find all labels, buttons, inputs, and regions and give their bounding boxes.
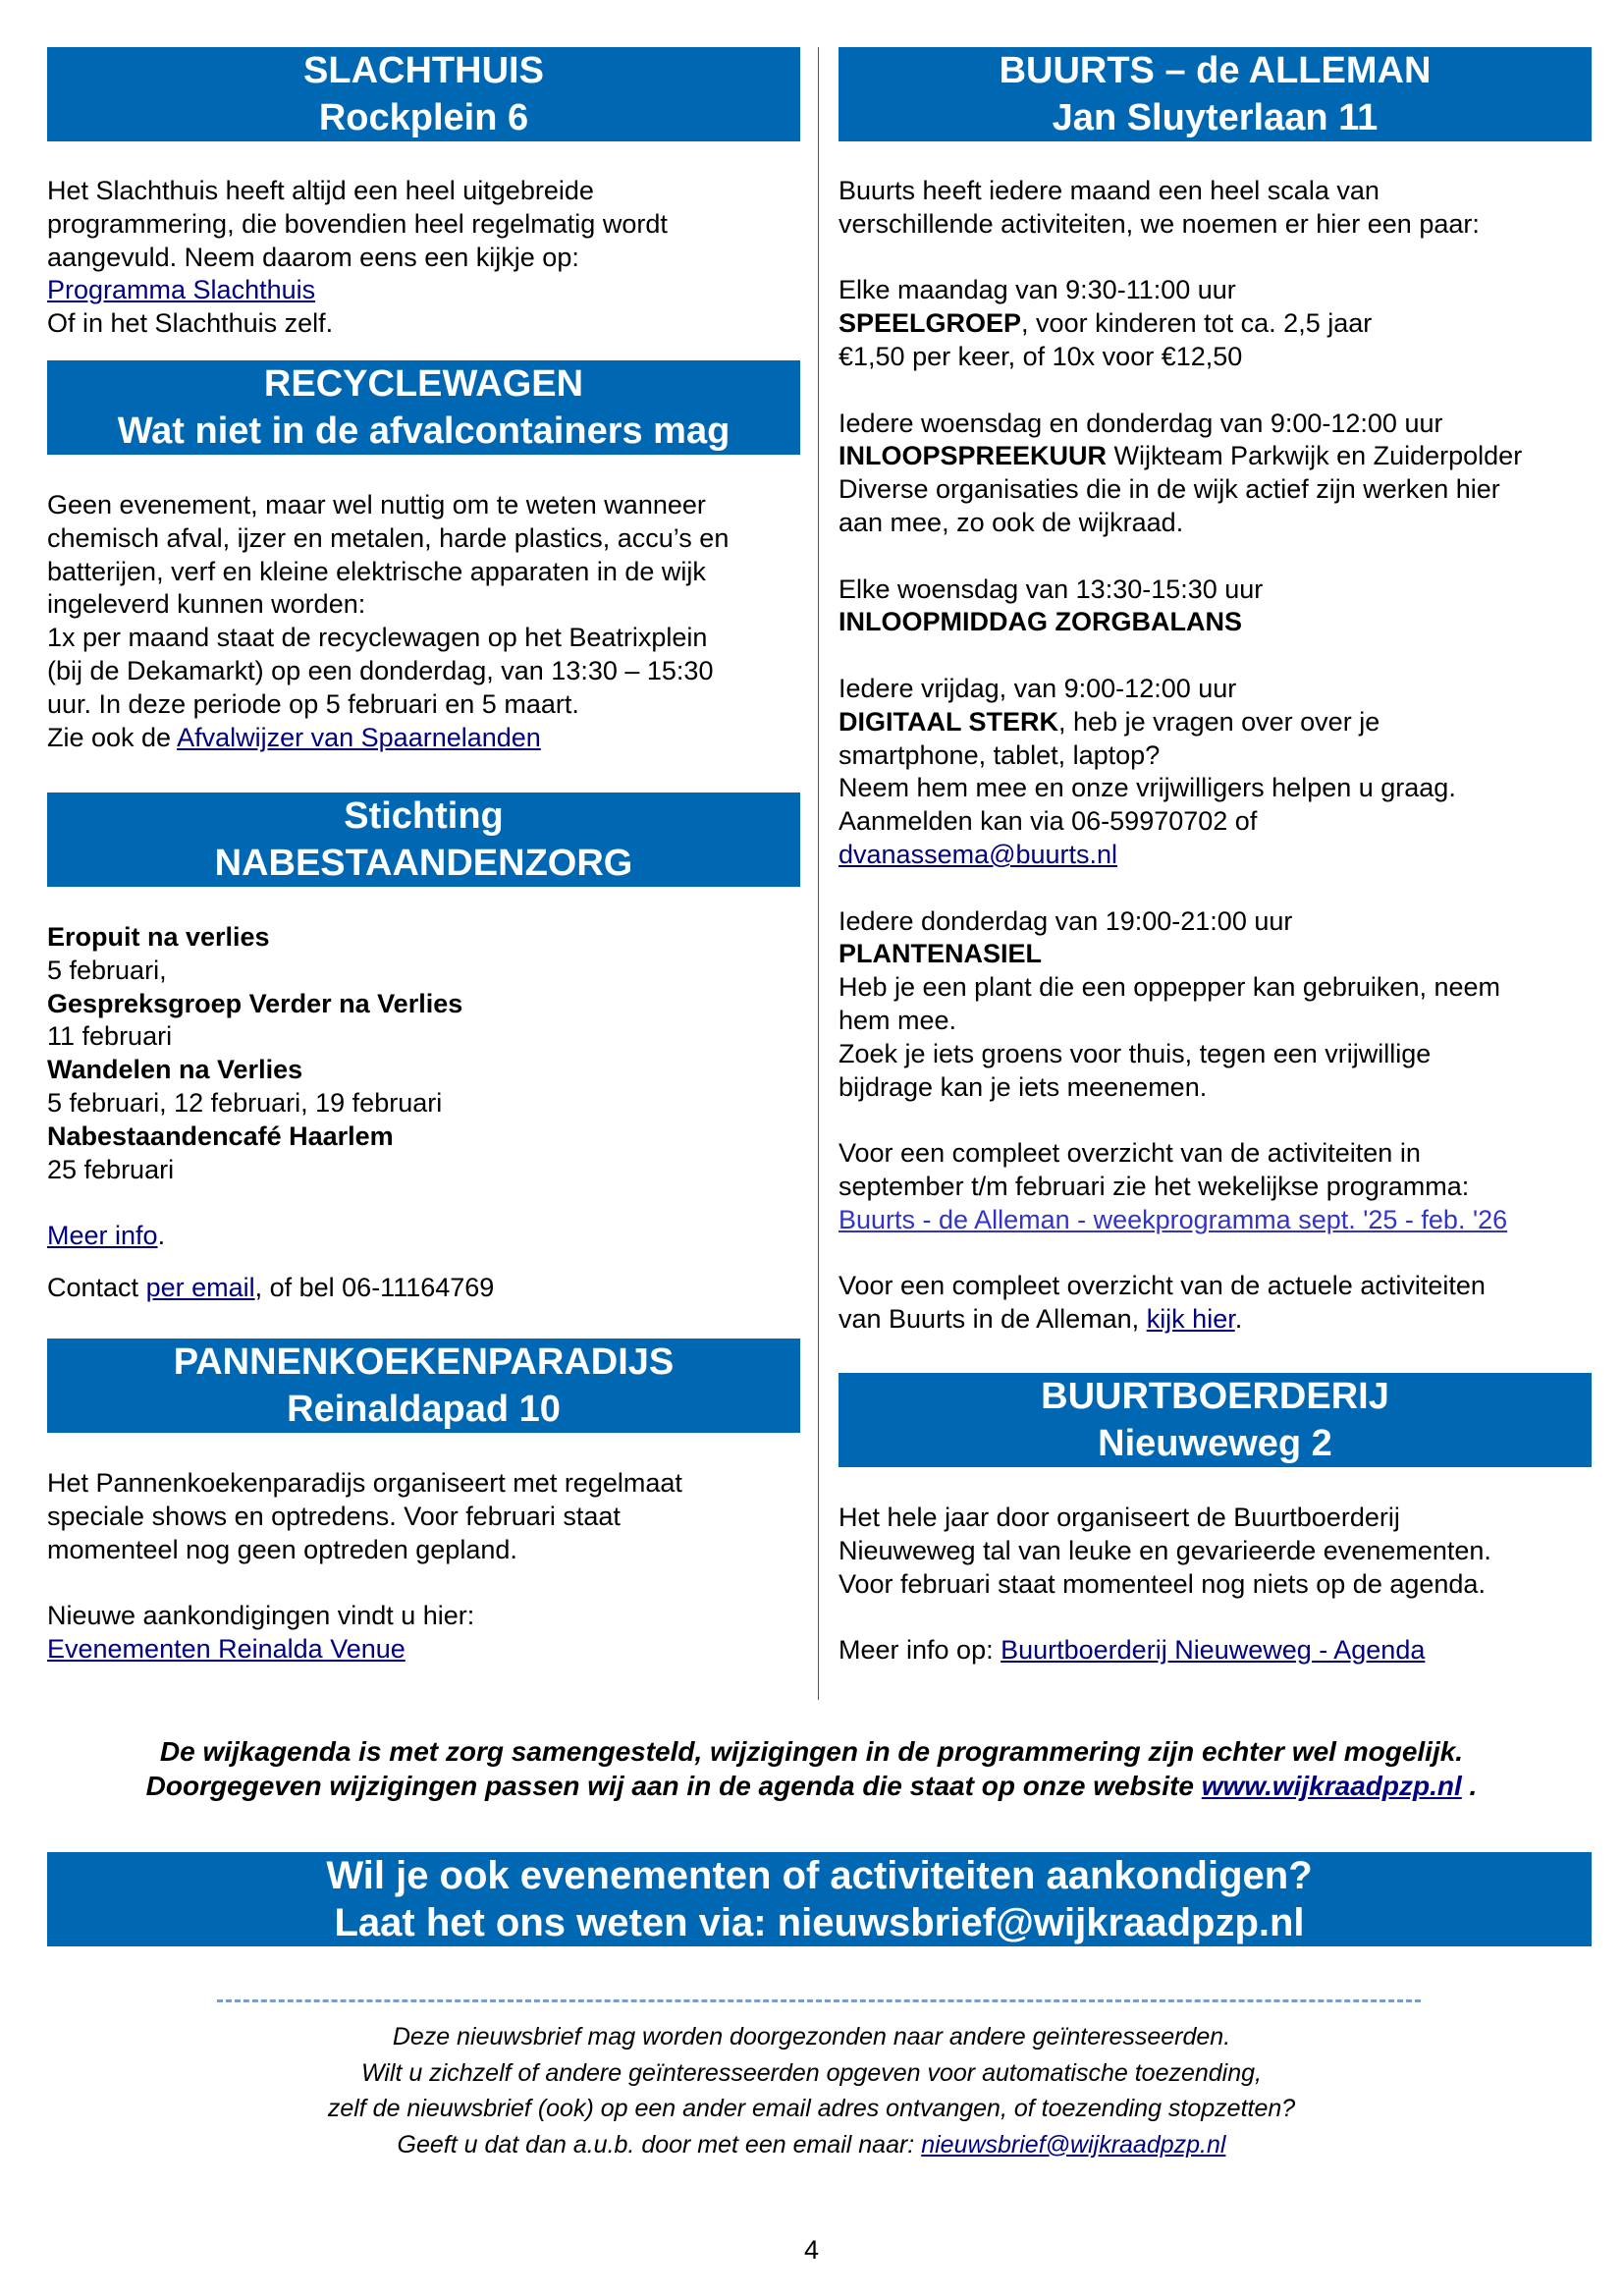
- body-slachthuis: [47, 175, 668, 341]
- website-link[interactable]: www.wijkraadpzp.nl: [1201, 1771, 1462, 1801]
- bold-text: Nabestaandencafé Haarlem: [47, 1121, 394, 1151]
- header-nabestaandenzorg: [47, 793, 800, 887]
- text: Geen evenement, maar wel nuttig om te weten wanneer: [47, 490, 706, 519]
- text-line: [839, 274, 1522, 307]
- text: Het Slachthuis heeft altijd een heel uitgebreide: [47, 176, 594, 205]
- text: Voor een compleet overzicht van de actuele activiteiten: [839, 1271, 1486, 1301]
- text-line: [839, 440, 1522, 473]
- section-title-line: Jan Sluyterlaan 11: [1052, 97, 1379, 138]
- text-line: [839, 772, 1522, 805]
- text-line: [47, 1272, 494, 1305]
- section-title-line: BUURTBOERDERIJ: [1041, 1376, 1389, 1417]
- text-line: [839, 1071, 1522, 1105]
- banner-line-2: Laat het ons weten via: nieuwsbrief@wijkraadpzp.nl: [334, 1901, 1305, 1944]
- text-line: [47, 307, 668, 341]
- text: Diverse organisaties die in de wijk actief zijn werken hier: [839, 474, 1500, 505]
- text: Contact: [47, 1272, 146, 1302]
- text: Het hele jaar door organiseert de Buurtboerderij: [839, 1503, 1400, 1532]
- text-line: [839, 1535, 1491, 1568]
- bold-text: Gespreksgroep Verder na Verlies: [47, 988, 463, 1018]
- text-line: [47, 1534, 682, 1567]
- text-line: [839, 1137, 1522, 1171]
- text: chemisch afval, ijzer en metalen, harde plastics, accu’s en: [47, 522, 730, 553]
- text: programmering, die bovendien heel regelmatig wordt: [47, 208, 668, 239]
- text-line: [47, 588, 729, 622]
- bold-text: INLOOPSPREEKUUR: [839, 441, 1108, 471]
- text: 11 februari: [47, 1021, 173, 1052]
- text: , voor kinderen tot ca. 2,5 jaar: [1021, 308, 1373, 339]
- text-line: [47, 1054, 494, 1087]
- text: september t/m februari zie het wekelijkse programma:: [839, 1171, 1470, 1201]
- bold-text: Wandelen na Verlies: [47, 1055, 303, 1085]
- section-title-line: Wat niet in de afvalcontainers mag: [117, 410, 730, 452]
- text-line: [47, 556, 729, 589]
- text: Het Pannenkoekenparadijs organiseert met regelmaat: [47, 1468, 682, 1498]
- text-line: [47, 1121, 494, 1154]
- disclaimer-line-1: De wijkagenda is met zorg samengesteld, wijzigingen in de programmering zijn echter wel mogelijk.: [159, 1736, 1464, 1767]
- bold-text: DIGITAAL STERK: [839, 706, 1059, 737]
- text: van Buurts in de Alleman,: [839, 1304, 1147, 1335]
- text: Iedere woensdag en donderdag van 9:00-12:00 uur: [839, 408, 1443, 438]
- text-line: [839, 606, 1522, 639]
- text: Iedere donderdag van 19:00-21:00 uur: [839, 905, 1293, 936]
- header-buurtboerderij: [839, 1373, 1592, 1467]
- text-line: [47, 988, 494, 1021]
- footer-text: Geeft u dat dan a.u.b. door met een email naar:: [397, 2130, 922, 2159]
- text: Voor een compleet overzicht van de activiteiten in: [839, 1138, 1421, 1169]
- section-title-line: Stichting: [344, 795, 504, 837]
- text-line: [839, 673, 1522, 706]
- text-line: [47, 208, 668, 242]
- section-title-line: PANNENKOEKENPARADIJS: [173, 1341, 675, 1383]
- text-line: [839, 739, 1522, 773]
- text: bijdrage kan je iets meenemen.: [839, 1071, 1208, 1102]
- bold-text: SPEELGROEP: [839, 308, 1022, 339]
- text-line: [839, 374, 1522, 408]
- footer-line-3: zelf de nieuwsbrief (ook) op een ander email adres ontvangen, of toezending stopzetten?: [327, 2095, 1296, 2122]
- text-line: [47, 242, 668, 275]
- text: Nieuwe aankondigingen vindt u hier:: [47, 1601, 475, 1631]
- text-line: [47, 1087, 494, 1121]
- text-line: [839, 408, 1522, 441]
- text-line: [47, 921, 494, 955]
- text-line: [47, 489, 729, 522]
- header-buurts: [839, 47, 1592, 141]
- text-line: [839, 540, 1522, 574]
- footer-note: [0, 2019, 1623, 2162]
- text-line: [839, 938, 1522, 971]
- disclaimer-end: .: [1461, 1771, 1478, 1801]
- text-line: [47, 1600, 682, 1633]
- link[interactable]: Buurtboerderij Nieuweweg - Agenda: [1001, 1635, 1426, 1666]
- header-slachthuis: [47, 47, 800, 141]
- text: Elke woensdag van 13:30-15:30 uur: [839, 574, 1264, 604]
- text-line: [47, 1020, 494, 1054]
- text: Buurts heeft iedere maand een heel scala van: [839, 176, 1380, 205]
- text-line: [839, 839, 1522, 872]
- text: aan mee, zo ook de wijkraad.: [839, 507, 1184, 537]
- text: Wijkteam Parkwijk en Zuiderpolder: [1107, 441, 1523, 471]
- newsletter-email-link[interactable]: nieuwsbrief@wijkraadpzp.nl: [921, 2130, 1226, 2159]
- text: 1x per maand staat de recyclewagen op het Beatrixplein: [47, 623, 708, 653]
- header-recyclewagen: [47, 360, 800, 455]
- link[interactable]: per email: [145, 1272, 255, 1302]
- text-line: [839, 905, 1522, 939]
- text-line: [47, 688, 729, 722]
- body-pannenkoekenparadijs: [47, 1467, 682, 1667]
- text: , heb je vragen over over je: [1058, 706, 1380, 737]
- text: , of bel 06-11164769: [254, 1272, 495, 1302]
- footer-line-4: [0, 2127, 1623, 2163]
- text-line: [839, 1601, 1491, 1634]
- text-line: [47, 1633, 682, 1667]
- text-line: [839, 1303, 1522, 1337]
- announce-banner: [47, 1852, 1592, 1946]
- text-line: [47, 522, 729, 556]
- header-pannenkoekenparadijs: [47, 1339, 800, 1433]
- text-line: [839, 574, 1522, 607]
- text: Aanmelden kan via 06-59970702 of: [839, 806, 1258, 837]
- section-title-line: BUURTS – de ALLEMAN: [999, 50, 1432, 91]
- text: aangevuld. Neem daarom eens een kijkje op:: [47, 242, 579, 272]
- text-line: [839, 1204, 1522, 1237]
- text-line: [839, 1634, 1491, 1667]
- text-line: [839, 473, 1522, 507]
- link[interactable]: kijk hier: [1146, 1304, 1235, 1335]
- body-recyclewagen: [47, 489, 729, 754]
- bold-text: PLANTENASIEL: [839, 939, 1043, 969]
- text: Zie ook de: [47, 722, 178, 752]
- text: 5 februari,: [47, 955, 167, 985]
- section-title-line: Rockplein 6: [318, 97, 529, 138]
- text-line: [839, 971, 1522, 1005]
- section-title-line: SLACHTHUIS: [303, 50, 544, 91]
- link[interactable]: Meer info: [47, 1221, 158, 1251]
- body-buurts: [839, 175, 1522, 1337]
- page-number: 4: [803, 2235, 820, 2265]
- text: Of in het Slachthuis zelf.: [47, 308, 334, 339]
- body-buurtboerderij: [839, 1502, 1491, 1667]
- text-line: [839, 507, 1522, 540]
- text-line: [839, 341, 1522, 374]
- text: verschillende activiteiten, we noemen er hier een paar:: [839, 208, 1480, 239]
- footer-line-1: Deze nieuwsbrief mag worden doorgezonden naar andere geïnteresseerden.: [392, 2023, 1231, 2050]
- text-line: [47, 175, 668, 208]
- text-line: [47, 1154, 494, 1187]
- text: Meer info op:: [839, 1635, 1001, 1666]
- text-line: [839, 1038, 1522, 1071]
- text-line: [47, 955, 494, 988]
- text: ingeleverd kunnen worden:: [47, 589, 366, 620]
- text-line: [839, 1270, 1522, 1303]
- text-line: [839, 1005, 1522, 1038]
- link[interactable]: Programma Slachthuis: [47, 275, 316, 305]
- text: Voor februari staat momenteel nog niets op de agenda.: [839, 1568, 1486, 1599]
- text: €1,50 per keer, of 10x voor €12,50: [839, 341, 1243, 371]
- section-title-line: Reinaldapad 10: [287, 1389, 561, 1430]
- text: batterijen, verf en kleine elektrische apparaten in de wijk: [47, 556, 706, 586]
- text-line: [839, 872, 1522, 905]
- text-line: [839, 1502, 1491, 1535]
- text-line: [839, 242, 1522, 275]
- text: speciale shows en optredens. Voor februari staat: [47, 1501, 621, 1531]
- spacer: [47, 1253, 494, 1272]
- text: 25 februari: [47, 1154, 175, 1184]
- text-line: [839, 175, 1522, 208]
- disclaimer-text: Doorgegeven wijzigingen passen wij aan in de agenda die staat op onze website: [145, 1771, 1202, 1801]
- text: .: [157, 1221, 166, 1251]
- section-title-line: NABESTAANDENZORG: [214, 843, 633, 884]
- text-line: [839, 208, 1522, 242]
- text: 5 februari, 12 februari, 19 februari: [47, 1087, 443, 1118]
- text-line: [839, 805, 1522, 839]
- text: Iedere vrijdag, van 9:00-12:00 uur: [839, 673, 1237, 703]
- disclaimer-line-2: [0, 1769, 1623, 1803]
- text-line: [839, 639, 1522, 673]
- body-nabestaandenzorg: [47, 921, 494, 1304]
- link[interactable]: Buurts - de Alleman - weekprogramma sept. '25 - feb. '26: [839, 1204, 1508, 1234]
- link[interactable]: Evenementen Reinalda Venue: [47, 1633, 406, 1664]
- text: Neem hem mee en onze vrijwilligers helpen u graag.: [839, 773, 1456, 803]
- text: .: [1234, 1304, 1243, 1335]
- footer-line-2: Wilt u zichzelf of andere geïnteresseerden opgeven voor automatische toezending,: [360, 2058, 1262, 2087]
- text-line: [47, 1566, 682, 1600]
- text-line: [839, 1237, 1522, 1271]
- text: uur. In deze periode op 5 februari en 5 maart.: [47, 688, 579, 719]
- text: Heb je een plant die een oppepper kan gebruiken, neem: [839, 972, 1500, 1003]
- column-divider: [818, 47, 819, 1700]
- text-line: [839, 1104, 1522, 1137]
- text-line: [47, 722, 729, 755]
- text: Elke maandag van 9:30-11:00 uur: [839, 275, 1236, 305]
- disclaimer: [0, 1734, 1623, 1803]
- text-line: [47, 1501, 682, 1534]
- text: Nieuweweg tal van leuke en gevarieerde evenementen.: [839, 1535, 1491, 1565]
- text-line: [47, 1220, 494, 1253]
- text: momenteel nog geen optreden gepland.: [47, 1534, 517, 1564]
- text-line: [839, 706, 1522, 739]
- text-line: [47, 622, 729, 655]
- link[interactable]: Afvalwijzer van Spaarnelanden: [177, 722, 541, 752]
- text-line: [47, 655, 729, 688]
- text: Zoek je iets groens voor thuis, tegen een vrijwillige: [839, 1038, 1432, 1068]
- text-line: [47, 1467, 682, 1501]
- section-title-line: RECYCLEWAGEN: [263, 363, 584, 405]
- link[interactable]: dvanassema@buurts.nl: [839, 839, 1118, 869]
- dashed-divider: [217, 1999, 1421, 2002]
- text-line: [47, 1186, 494, 1220]
- text-line: [839, 1568, 1491, 1602]
- text: (bij de Dekamarkt) op een donderdag, van 13:30 – 15:30: [47, 655, 714, 685]
- text-line: [839, 1171, 1522, 1204]
- section-title-line: Nieuweweg 2: [1098, 1423, 1332, 1464]
- text: hem mee.: [839, 1005, 957, 1035]
- bold-text: INLOOPMIDDAG ZORGBALANS: [839, 607, 1242, 637]
- text-line: [839, 307, 1522, 341]
- text: smartphone, tablet, laptop?: [839, 739, 1161, 770]
- text-line: [47, 274, 668, 307]
- banner-line-1: Wil je ook evenementen of activiteiten aankondigen?: [326, 1854, 1313, 1897]
- bold-text: Eropuit na verlies: [47, 922, 270, 952]
